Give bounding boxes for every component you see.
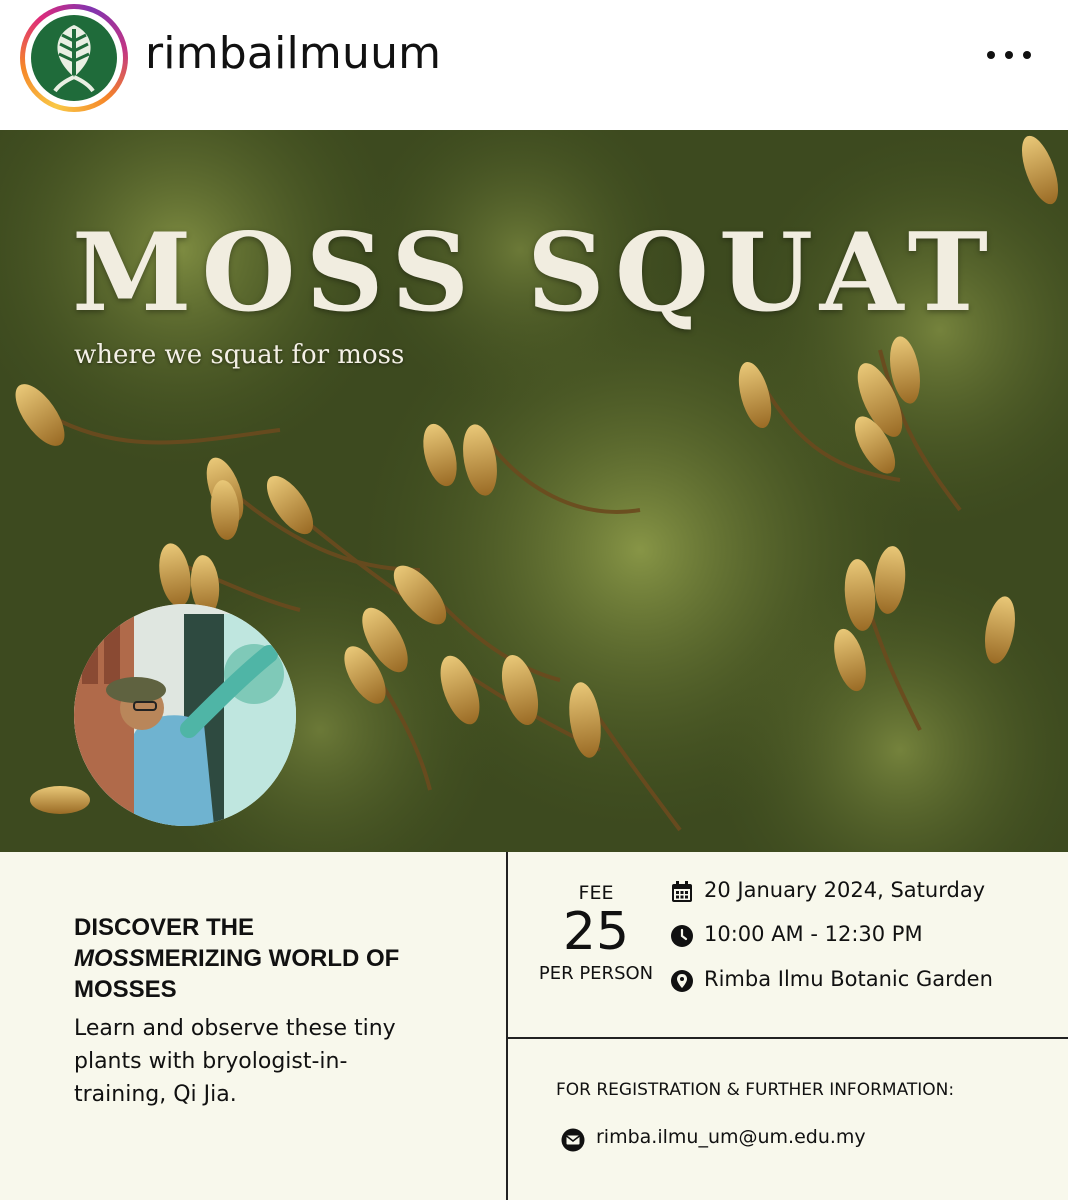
discover-line: DISCOVER THE (74, 914, 255, 941)
divider-vertical (506, 852, 508, 1200)
divider-horizontal (508, 1037, 1068, 1039)
discover-heading (74, 912, 434, 1005)
contact-email (560, 1126, 960, 1154)
fee-amount: 25 (562, 902, 630, 962)
location-pin-icon (670, 969, 694, 993)
more-horizontal-icon[interactable] (985, 50, 1033, 64)
discover-emphasis: MOSS (74, 945, 145, 972)
registration-label: FOR REGISTRATION & FURTHER INFORMATION: (556, 1080, 955, 1100)
discover-rest: MERIZING WORLD OF MOSSES (74, 945, 400, 1003)
contact-email-text: rimba.ilmu_um@um.edu.my (596, 1126, 866, 1148)
profile-avatar[interactable] (20, 4, 128, 112)
mail-icon (560, 1128, 586, 1152)
event-description: Learn and observe these tiny plants with bryologist-in-training, Qi Jia. (74, 1016, 396, 1107)
profile-username[interactable]: rimbailmuum (145, 28, 442, 79)
event-date-text: 20 January 2024, Saturday (704, 878, 986, 902)
poster-hero-image (0, 130, 1068, 852)
leaf-logo-icon (31, 15, 117, 101)
poster-subtitle: where we squat for moss (74, 340, 405, 370)
event-info-panel (0, 852, 1068, 1200)
post-header (0, 0, 1068, 130)
event-location-text: Rimba Ilmu Botanic Garden (704, 967, 993, 991)
fee-label: FEE (578, 882, 614, 904)
speaker-portrait (74, 604, 296, 826)
poster-title: MOSS SQUAT (72, 210, 999, 336)
clock-icon (670, 924, 694, 948)
calendar-icon (670, 880, 694, 904)
fee-unit: PER PERSON (538, 963, 654, 984)
event-time-text: 10:00 AM - 12:30 PM (704, 922, 923, 946)
